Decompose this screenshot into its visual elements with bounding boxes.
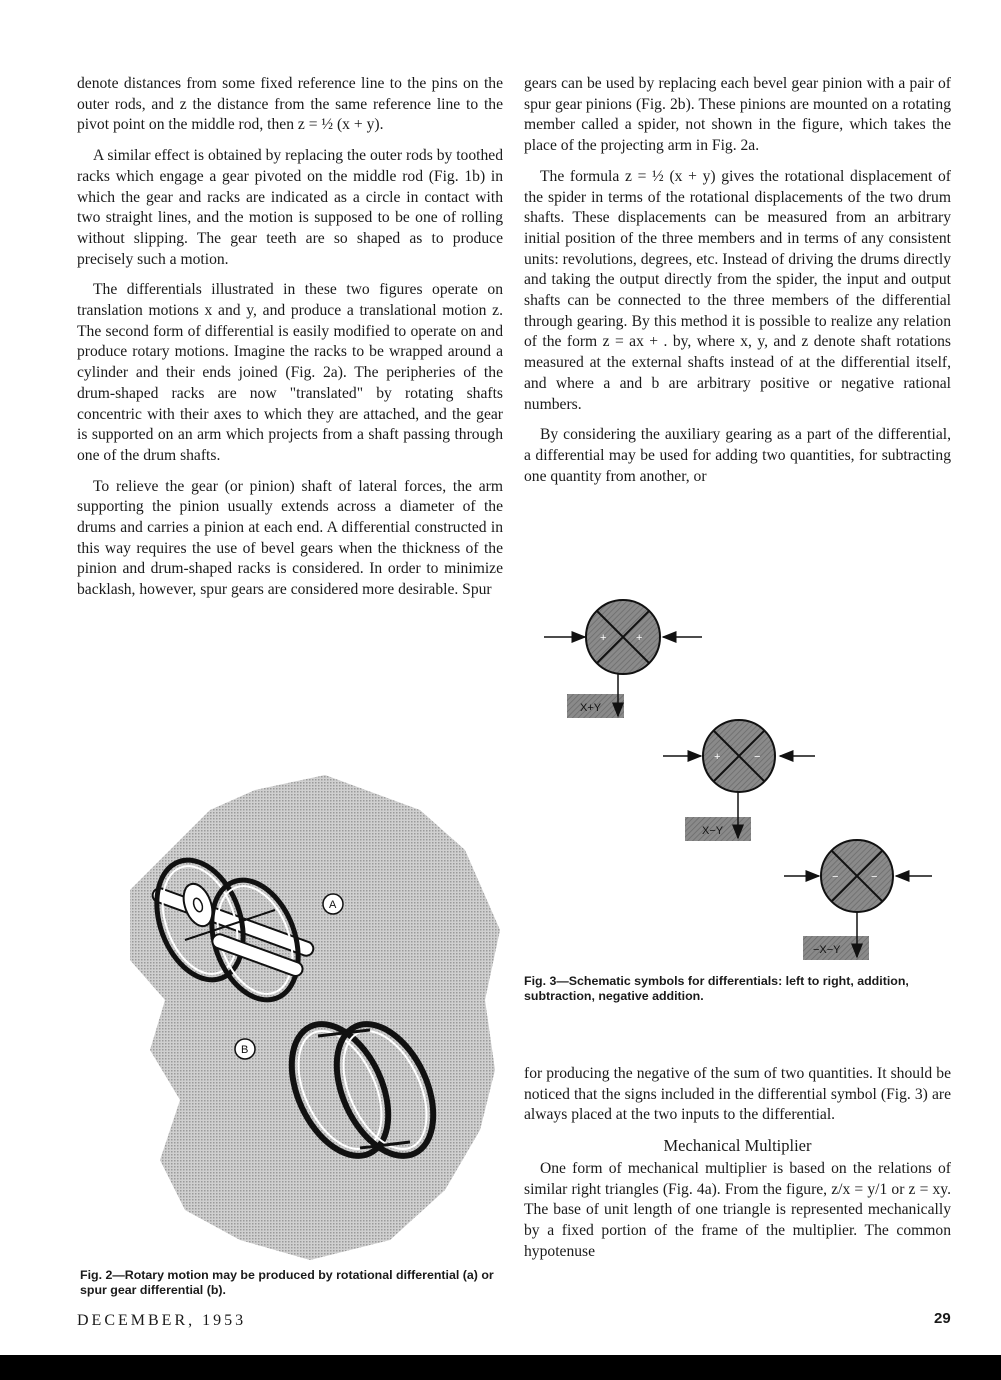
page-bottom-bar	[0, 1355, 1001, 1380]
differential-symbol-addition	[544, 600, 702, 718]
paragraph: To relieve the gear (or pinion) shaft of lateral forces, the arm supporting the pinion usually extends across a diameter of the drums and carries a pinion at each end. A differential constructed in this way requires the use of bevel gears when the thickness of the pinion and drum-shaped racks is considered. In order to minimize backlash, however, spur gears are considered more desirable. Spur	[77, 477, 503, 599]
input-sign-right: −	[871, 871, 878, 883]
paragraph: for producing the negative of the sum of two quantities. It should be noticed that the signs included in the differential symbol (Fig. 3) are always placed at the two inputs to the differential.	[524, 1065, 951, 1124]
differential-symbol-negative-addition	[784, 840, 932, 960]
paragraph: denote distances from some fixed reference line to the pins on the outer rods, and z the distance from the same reference line to the pivot point on the middle rod, then z = ½ (x + y).	[77, 75, 503, 134]
input-sign-left: +	[714, 751, 721, 763]
paragraph: A similar effect is obtained by replacing the outer rods by toothed racks which engage a gear pivoted on the middle rod (Fig. 1b) in which the gear and racks are indicated as a circle in contact with two straight lines, and the motion is supposed to be one of rolling without slipping. The gear teeth are so shaped as to produce precisely such a motion.	[77, 147, 503, 268]
paragraph: The formula z = ½ (x + y) gives the rotational displacement of the spider in terms of the rotational displacements of the two drum shafts. These displacements can be measured from an arbitrary initial position of the three members and in terms of any consistent units: revolutions, degrees, etc. Instead of driving the drums directly and taking the output directly from the spider, the input and output shafts can be connected to the three members of the differential through gearing. By this method it is possible to realize any relation of the form z = ax + . by, where x, y, and z denote shaft rotations measured at the external shafts instead of at the differential itself, and where a and b are arbitrary positive or negative rational numbers.	[524, 167, 951, 413]
paragraph: The differentials illustrated in these two figures operate on translation motions x and y, and produce a translational motion z. The second form of differential is easily modified to operate on and produce rotary motions. Imagine the racks to be wrapped around a cylinder and their ends joined (Fig. 2a). The peripheries of the drum-shaped racks are now "translated" by rotating shafts concentric with their axes to which they are attached, and the gear is supported on an arm which projects from a shaft passing through one of the drum shafts.	[77, 281, 503, 464]
fig2-illustration	[90, 770, 510, 1265]
paragraph: By considering the auxiliary gearing as a part of the differential, a differential may be used for adding two quantities, for subtracting one quantity from another, or	[524, 426, 951, 485]
fig3-caption: Fig. 3—Schematic symbols for differentials: left to right, addition, subtraction, negative addition.	[524, 974, 909, 1003]
output-label: −X−Y	[813, 944, 841, 956]
right-column-bottom	[524, 1064, 951, 1272]
page-number: 29	[934, 1310, 951, 1327]
differential-symbol-subtraction	[663, 720, 815, 841]
label-a: A	[329, 899, 337, 911]
footer-issue-date: DECEMBER, 1953	[77, 1312, 247, 1329]
fig3-schematic-symbols	[530, 590, 960, 970]
paragraph: gears can be used by replacing each bevel gear pinion with a pair of spur gear pinions (Fig. 2b). These pinions are mounted on a rotating member called a spider, not shown in the figure, which takes the place of the projecting arm in Fig. 2a.	[524, 75, 951, 155]
left-column	[77, 74, 503, 611]
label-b: B	[241, 1044, 249, 1056]
output-label: X−Y	[702, 825, 724, 837]
section-heading: Mechanical Multiplier	[663, 1136, 812, 1156]
input-sign-right: +	[636, 632, 643, 644]
right-column-top	[524, 74, 951, 497]
input-sign-left: −	[832, 871, 839, 883]
input-sign-right: −	[754, 751, 761, 763]
paragraph: One form of mechanical multiplier is based on the relations of similar right triangles (Fig. 4a). From the figure, z/x = y/1 or z = xy. The base of unit length of one triangle is represented mechanically by a fixed portion of the frame of the multiplier. The common hypotenuse	[524, 1159, 951, 1260]
fig2-caption: Fig. 2—Rotary motion may be produced by rotational differential (a) or spur gear differential (b).	[80, 1268, 494, 1297]
output-label: X+Y	[580, 702, 602, 714]
input-sign-left: +	[600, 632, 607, 644]
